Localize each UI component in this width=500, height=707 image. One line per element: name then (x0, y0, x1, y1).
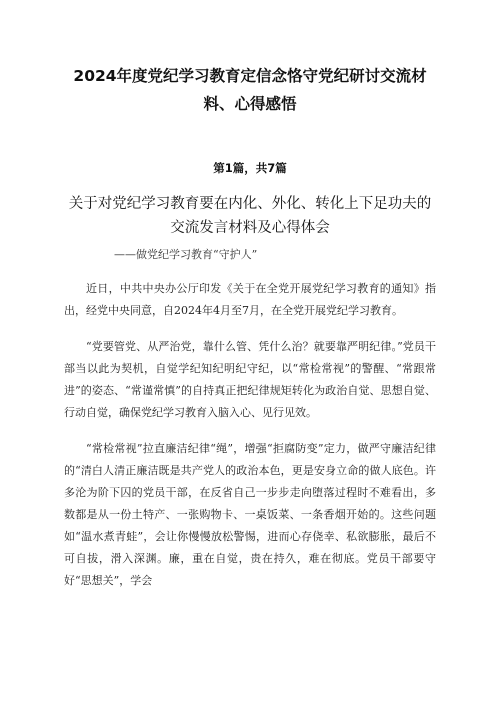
paragraph-3: “常检常视”拉直廉洁纪律“绳”，增强“拒腐防变”定力，做严守廉洁纪律的“清白人清正廉洁既是共产党人的政治本色，更是安身立命的做人底色。许多沦为阶下囚的党员干部，在反省自己一步步走向堕落过程时不难看出，多数都是从一份土特产、一张购物卡、一桌饭菜、一条香烟开始的。这些问题如“温水煮青蛙”，会让你慢慢放松警惕，进而心存侥幸、私欲膨胀，最后不可自拔，滑入深渊。廉，重在自觉，贵在持久，难在彻底。党员干部要守好“思想关”，学会 (64, 442, 436, 587)
paragraph-2: “党要管党、从严治党，靠什么管、凭什么治？就要靠严明纪律。”党员干部当以此为契机，自觉学纪知纪明纪守纪，以“常检常视”的警醒、“常跟常进”的姿态、“常谨常慎”的自持真正把纪律规矩转化为政治自觉、思想自觉、行动自觉，确保党纪学习教育入脑入心、见行见效。 (64, 340, 436, 419)
article-byline: ——做党纪学习教育“守护人” (114, 248, 258, 261)
part-label: 第1篇，共7篇 (213, 161, 287, 175)
paragraph-1: 近日，中共中央办公厅印发《关于在全党开展党纪学习教育的通知》指出，经党中央同意，自2024年4月至7月，在全党开展党纪学习教育。 (64, 282, 436, 317)
document-title: 2024年度党纪学习教育定信念恪守党纪研讨交流材料、心得感悟 (73, 67, 427, 113)
article-title: 关于对党纪学习教育要在内化、外化、转化上下足功夫的交流发言材料及心得体会 (68, 196, 432, 236)
